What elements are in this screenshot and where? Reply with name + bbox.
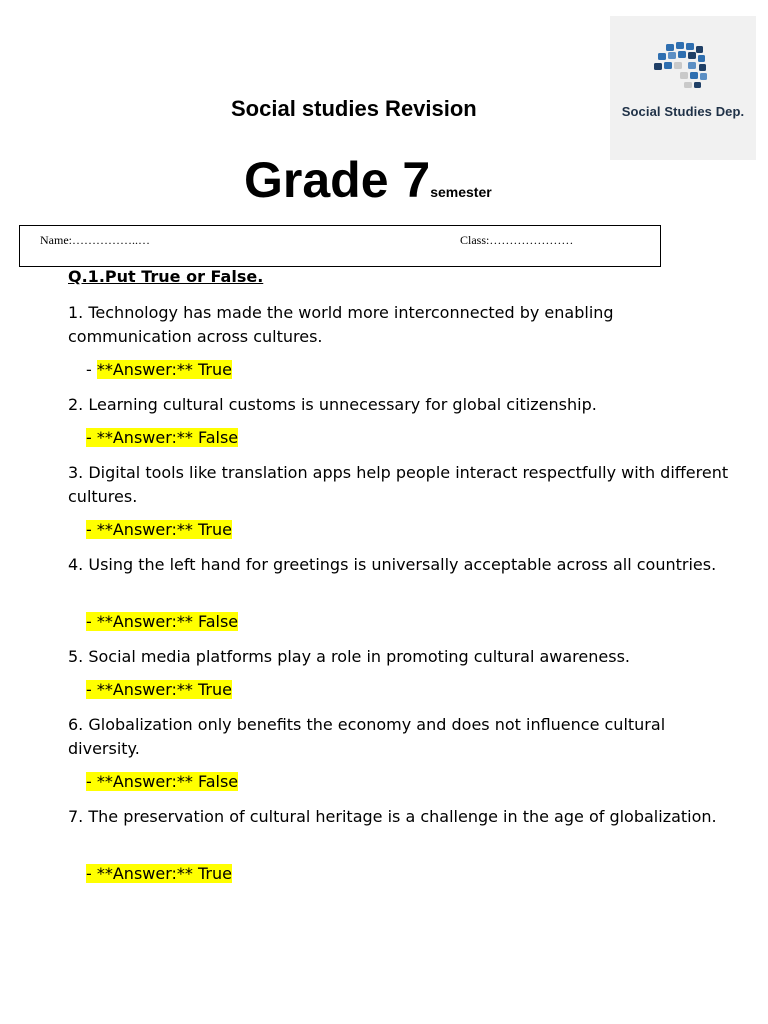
question-7: 7. The preservation of cultural heritage is a challenge in the age of globalization. [68,807,717,826]
answer-4 [86,611,238,633]
name-field[interactable]: Name:……………..… [40,233,150,247]
answer-2 [86,427,238,449]
answer-text: - **Answer:** False [86,772,239,791]
grade-heading [244,150,492,210]
class-field[interactable]: Class:………………… [460,233,574,247]
question-5: 5. Social media platforms play a role in promoting cultural awareness. [68,647,630,666]
answer-3 [86,519,232,541]
question-2: 2. Learning cultural customs is unnecessary for global citizenship. [68,395,597,414]
logo-text: Social Studies Dep. [621,104,745,119]
document-title: Social studies Revision [231,96,477,121]
answer-6 [86,771,238,793]
answer-5 [86,679,232,701]
question-4: 4. Using the left hand for greetings is universally acceptable across all countries. [68,555,717,574]
answer-text: - **Answer:** True [86,520,232,539]
answer-text: **Answer:** True [96,360,232,379]
student-info-box [19,225,661,267]
grade-label: Grade 7 [244,152,431,208]
answer-text: - **Answer:** False [86,428,239,447]
answer-1: - **Answer:** True [86,360,232,379]
question-1: 1. Technology has made the world more interconnected by enabling communication across cultures. [68,303,614,346]
answer-text: - **Answer:** False [86,612,239,631]
answer-text: - **Answer:** True [86,680,232,699]
answer-text: - **Answer:** True [86,864,232,883]
department-logo [610,16,756,160]
section-heading: Q.1.Put True or False. [68,267,264,286]
question-6: 6. Globalization only benefits the economy and does not influence cultural diversity. [68,715,666,758]
question-3: 3. Digital tools like translation apps help people interact respectfully with different cultures. [68,463,729,506]
answer-7 [86,863,232,885]
semester-label: semester [430,184,492,200]
globe-icon [644,38,724,106]
